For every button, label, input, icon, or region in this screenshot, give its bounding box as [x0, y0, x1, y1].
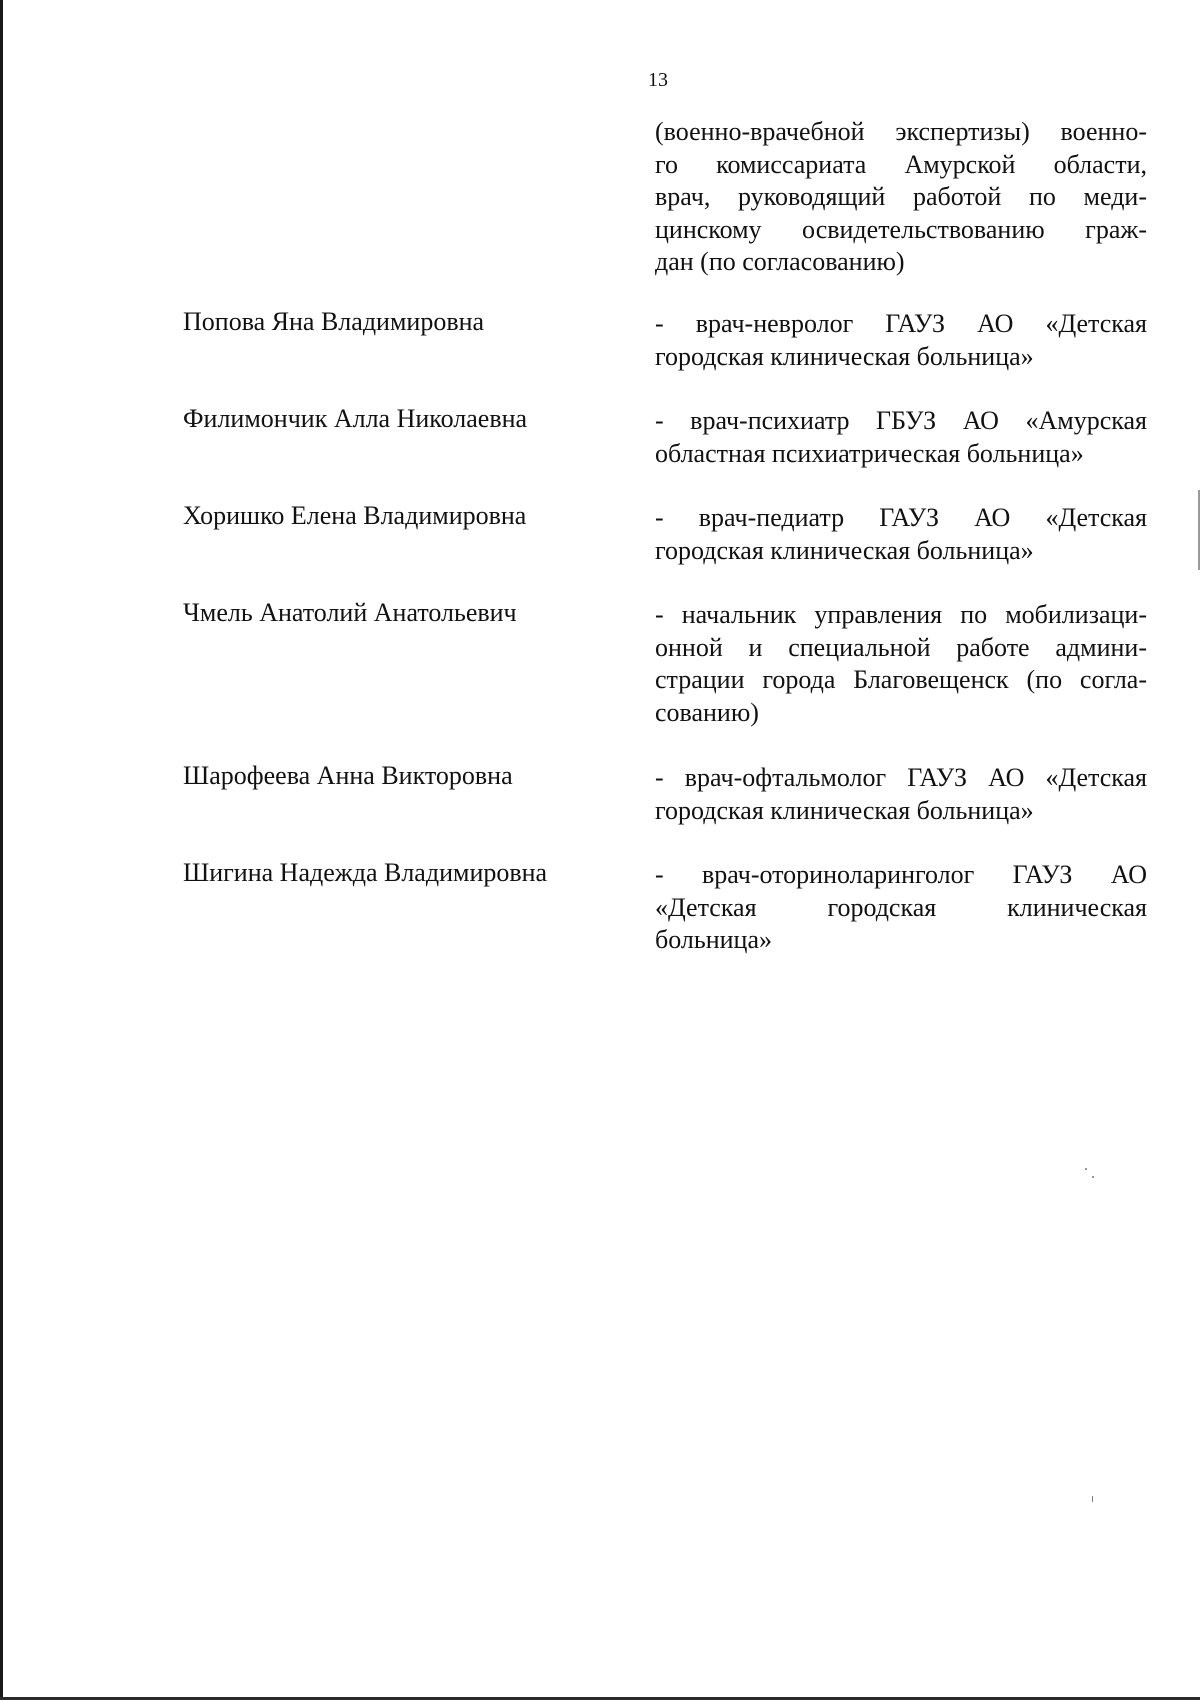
member-name: Филимончик Алла Николаевна [183, 404, 528, 433]
member-role-line: - врач-психиатр ГБУЗ АО «Амурская [655, 406, 1147, 435]
scan-edge-left [0, 0, 3, 1700]
member-role-line: сованию) [655, 697, 759, 727]
scan-speck [1085, 1168, 1087, 1170]
member-role-line: страции города Благовещенск (по согла- [655, 665, 1147, 694]
member-name: Шигина Надежда Владимировна [183, 858, 548, 887]
member-name: Хоришко Елена Владимировна [183, 501, 527, 530]
continuation-line: (военно-врачебной экспертизы) военно- [655, 117, 1147, 146]
member-role [655, 502, 1147, 567]
member-role-line: «Детская городская клиническая [655, 892, 1147, 922]
member-role-line: городская клиническая больница» [655, 795, 1034, 825]
continuation-line: цинскому освидетельствованию граж- [655, 214, 1147, 244]
continuation-paragraph [655, 116, 1147, 279]
scan-speck [1092, 1176, 1094, 1178]
member-role [655, 762, 1147, 827]
member-role-line: областная психиатрическая больница» [655, 438, 1084, 468]
member-role-line: - врач-педиатр ГАУЗ АО «Детская [655, 503, 1147, 532]
member-role-line: городская клиническая больница» [655, 535, 1034, 565]
member-role-line: - врач-невролог ГАУЗ АО «Детская [655, 309, 1147, 338]
member-name: Попова Яна Владимировна [183, 307, 485, 336]
member-name: Чмель Анатолий Анатольевич [183, 598, 517, 627]
continuation-line: дан (по согласованию) [655, 247, 905, 276]
member-role-line: - врач-офтальмолог ГАУЗ АО «Детская [655, 763, 1147, 792]
scan-speck [1092, 1496, 1093, 1502]
member-role-line: - врач-оториноларинголог ГАУЗ АО [655, 860, 1147, 889]
member-name: Шарофеева Анна Викторовна [183, 761, 513, 790]
member-role-line: городская клиническая больница» [655, 341, 1034, 371]
member-role [655, 859, 1147, 957]
page-number: 13 [648, 69, 668, 91]
continuation-line: го комиссариата Амурской области, [655, 149, 1147, 179]
member-role [655, 308, 1147, 373]
member-role-line: онной и специальной работе админи- [655, 632, 1147, 662]
member-role [655, 405, 1147, 470]
member-role [655, 599, 1147, 729]
member-role-line: больница» [655, 925, 772, 954]
continuation-line: врач, руководящий работой по меди- [655, 182, 1147, 211]
member-role-line: - начальник управления по мобилизаци- [655, 600, 1147, 629]
